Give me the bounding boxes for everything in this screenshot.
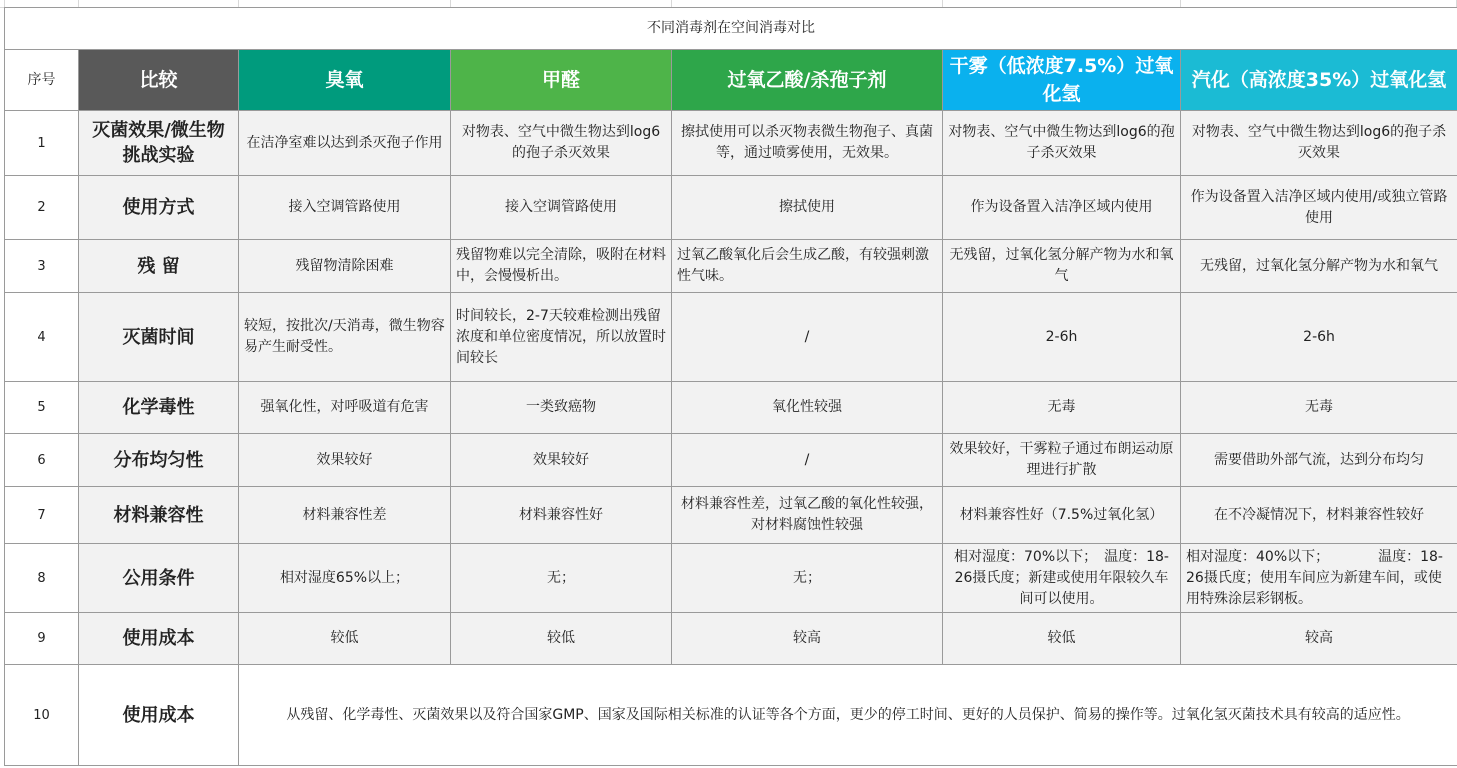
table-cell: 较低	[451, 613, 672, 665]
table-cell: 一类致癌物	[451, 382, 672, 434]
row-label: 灭菌时间	[79, 293, 239, 382]
table-cell: 材料兼容性好	[451, 487, 672, 544]
table-cell: 效果较好	[451, 434, 672, 487]
table-cell: 擦拭使用可以杀灭物表微生物孢子、真菌等，通过喷雾使用，无效果。	[672, 111, 943, 176]
table-cell: 2-6h	[943, 293, 1181, 382]
table-row	[5, 293, 1457, 382]
table-cell: 材料兼容性差	[239, 487, 451, 544]
table-cell: 残留物难以完全清除，吸附在材料中，会慢慢析出。	[451, 240, 672, 293]
row-number: 1	[5, 111, 79, 176]
table-cell: 效果较好	[239, 434, 451, 487]
table-cell: 接入空调管路使用	[239, 176, 451, 240]
table-cell: 无残留，过氧化氢分解产物为水和氧气	[943, 240, 1181, 293]
table-cell: 2-6h	[1181, 293, 1457, 382]
table-cell: 在不冷凝情况下，材料兼容性较好	[1181, 487, 1457, 544]
table-cell: 在洁净室难以达到杀灭孢子作用	[239, 111, 451, 176]
row-number: 3	[5, 240, 79, 293]
row-number: 4	[5, 293, 79, 382]
row-number: 6	[5, 434, 79, 487]
row-label: 灭菌效果/微生物挑战实验	[79, 111, 239, 176]
table-cell: 效果较好，干雾粒子通过布朗运动原理进行扩散	[943, 434, 1181, 487]
table-cell: 无残留，过氧化氢分解产物为水和氧气	[1181, 240, 1457, 293]
row-label: 使用成本	[79, 665, 239, 766]
row-label: 分布均匀性	[79, 434, 239, 487]
row-label: 使用方式	[79, 176, 239, 240]
table-cell: 强氧化性，对呼吸道有危害	[239, 382, 451, 434]
table-row	[5, 176, 1457, 240]
table-cell: 接入空调管路使用	[451, 176, 672, 240]
table-row-summary	[5, 665, 1457, 766]
table-row	[5, 111, 1457, 176]
table-cell: 需要借助外部气流，达到分布均匀	[1181, 434, 1457, 487]
row-number: 10	[5, 665, 79, 766]
table-cell: 材料兼容性差，过氧乙酸的氧化性较强，对材料腐蚀性较强	[672, 487, 943, 544]
table-cell: 相对湿度：40%以下； 温度：18-26摄氏度；使用车间应为新建车间，或使用特殊涂层彩钢板。	[1181, 544, 1457, 613]
row-label: 公用条件	[79, 544, 239, 613]
table-cell: /	[672, 434, 943, 487]
row-number: 2	[5, 176, 79, 240]
table-row	[5, 487, 1457, 544]
disinfectant-comparison-table	[4, 7, 1457, 766]
table-cell: 相对湿度：70%以下； 温度：18-26摄氏度；新建或使用年限较久车间可以使用。	[943, 544, 1181, 613]
header-ozone: 臭氧	[239, 50, 451, 111]
table-cell: 无；	[672, 544, 943, 613]
table-cell: 作为设备置入洁净区域内使用	[943, 176, 1181, 240]
row-label: 化学毒性	[79, 382, 239, 434]
table-cell: /	[672, 293, 943, 382]
header-seq: 序号	[5, 50, 79, 111]
row-label: 材料兼容性	[79, 487, 239, 544]
table-cell: 无毒	[943, 382, 1181, 434]
table-cell: 较高	[1181, 613, 1457, 665]
table-title: 不同消毒剂在空间消毒对比	[5, 8, 1457, 50]
table-cell: 时间较长，2-7天较难检测出残留浓度和单位密度情况，所以放置时间较长	[451, 293, 672, 382]
table-row	[5, 544, 1457, 613]
table-cell: 氧化性较强	[672, 382, 943, 434]
row-label: 使用成本	[79, 613, 239, 665]
row-number: 8	[5, 544, 79, 613]
table-cell: 作为设备置入洁净区域内使用/或独立管路使用	[1181, 176, 1457, 240]
header-dry-fog-h2o2: 干雾（低浓度7.5%）过氧化氢	[943, 50, 1181, 111]
row-number: 5	[5, 382, 79, 434]
table-cell: 无；	[451, 544, 672, 613]
summary-cell: 从残留、化学毒性、灭菌效果以及符合国家GMP、国家及国际相关标准的认证等各个方面，更少的停工时间、更好的人员保护、简易的操作等。过氧化氢灭菌技术具有较高的适应性。	[239, 665, 1457, 766]
table-row	[5, 382, 1457, 434]
header-peracetic-acid: 过氧乙酸/杀孢子剂	[672, 50, 943, 111]
header-formaldehyde: 甲醛	[451, 50, 672, 111]
table-cell: 擦拭使用	[672, 176, 943, 240]
table-cell: 对物表、空气中微生物达到log6的孢子杀灭效果	[451, 111, 672, 176]
header-row	[5, 50, 1457, 111]
header-vapor-h2o2: 汽化（高浓度35%）过氧化氢	[1181, 50, 1457, 111]
table-row	[5, 240, 1457, 293]
table-cell: 残留物清除困难	[239, 240, 451, 293]
row-number: 7	[5, 487, 79, 544]
table-cell: 对物表、空气中微生物达到log6的孢子杀灭效果	[943, 111, 1181, 176]
table-cell: 材料兼容性好（7.5%过氧化氢）	[943, 487, 1181, 544]
row-number: 9	[5, 613, 79, 665]
header-compare: 比较	[79, 50, 239, 111]
table-row	[5, 613, 1457, 665]
row-label: 残 留	[79, 240, 239, 293]
table-cell: 较高	[672, 613, 943, 665]
table-cell: 无毒	[1181, 382, 1457, 434]
table-cell: 对物表、空气中微生物达到log6的孢子杀灭效果	[1181, 111, 1457, 176]
table-cell: 相对湿度65%以上；	[239, 544, 451, 613]
table-row	[5, 434, 1457, 487]
table-cell: 较低	[943, 613, 1181, 665]
table-cell: 较短，按批次/天消毒，微生物容易产生耐受性。	[239, 293, 451, 382]
table-cell: 过氧乙酸氧化后会生成乙酸，有较强刺激性气味。	[672, 240, 943, 293]
table-cell: 较低	[239, 613, 451, 665]
